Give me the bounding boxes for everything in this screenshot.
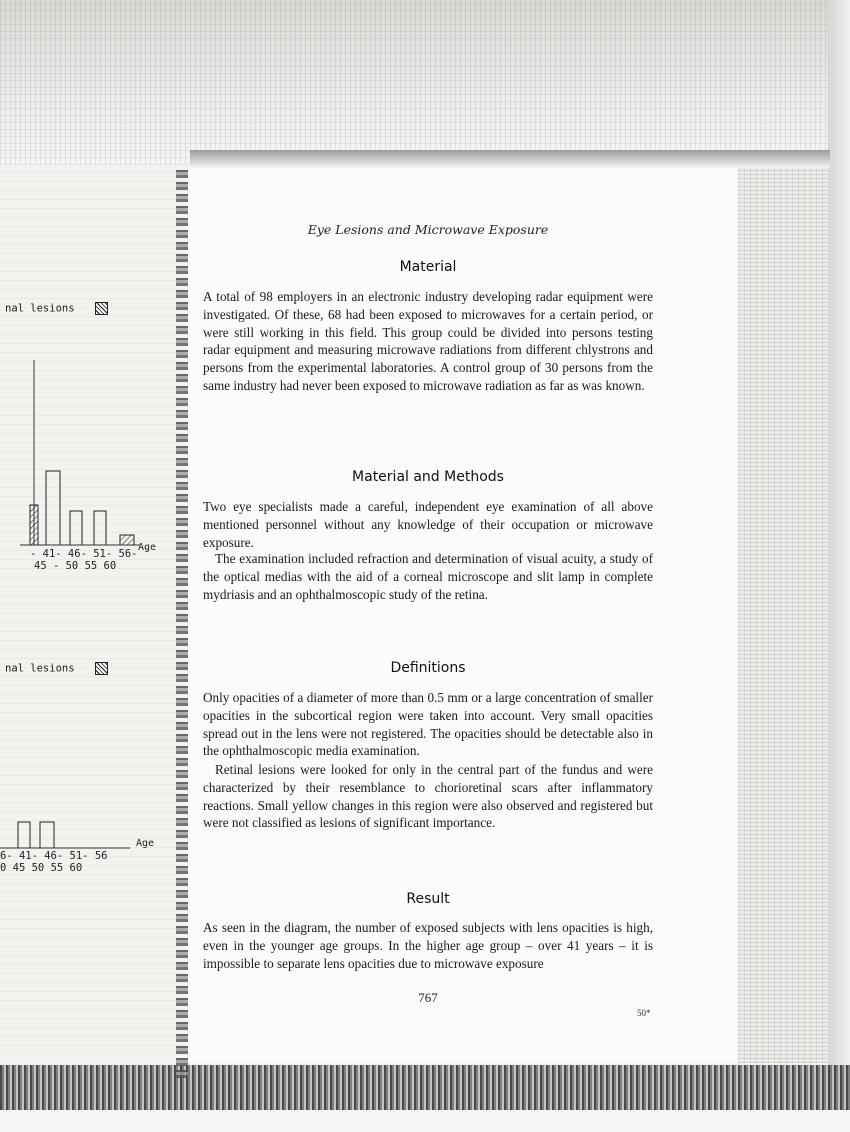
paragraph-definitions-1: Only opacities of a diameter of more than 0.5 mm or a large concentration of smaller opacities in the subcortical region were taken into account. Very small opacities spread out in the lens were not registered. The opacities should be detectable also in the ophthalmoscopic media examination. xyxy=(203,690,653,759)
paragraph-methods-1: Two eye specialists made a careful, independent eye examination of all above mentioned personnel without any knowledge of their occupation or microwave exposure. xyxy=(203,499,653,550)
bar xyxy=(30,505,38,545)
section-heading-material: Material xyxy=(399,259,457,275)
running-head: Eye Lesions and Microwave Exposure xyxy=(307,222,549,237)
paragraph-material: A total of 98 employers in an electronic industry developing radar equipment were investigated. Of these, 68 had been exposed to microwaves for a certain period, or were still working in this field. This group could be divided into persons testing radar equipment and measuring microwave radiations from different chlystrons and persons from the experimental laboratories. A control group of 30 persons from the same industry had never been exposed to microwave radiation as far as was known. xyxy=(203,289,653,393)
bar xyxy=(94,511,106,545)
paragraph-definitions-2: Retinal lesions were looked for only in the central part of the fundus and were characterized by their resemblance to chorioretinal scars after inflammatory reactions. Small yellow changes in this region were also observed and registered but were not classified as lesions of significant importance. xyxy=(203,762,653,831)
legend-fragment-top xyxy=(5,302,108,315)
paragraph-result: As seen in the diagram, the number of exposed subjects with lens opacities is high, even in the younger age groups. In the higher age group – over 41 years – it is impossible to separate lens opacities due to microwave exposure xyxy=(203,920,653,971)
paragraph-methods-2: The examination included refraction and determination of visual acuity, a study of the optical medias with the aid of a corneal microscope and slit lamp in complete mydriasis and an ophthalmoscopic study of the retina. xyxy=(203,551,653,602)
section-heading-result: Result xyxy=(406,891,450,907)
section-heading-definitions: Definitions xyxy=(390,660,466,676)
axis-ticks: 0 45 50 55 60 xyxy=(0,862,83,874)
bar xyxy=(18,822,30,848)
legend-fragment-bottom xyxy=(5,662,108,675)
page-mark: 50* xyxy=(637,1008,651,1018)
axis-label: Age xyxy=(138,542,157,553)
axis-label: Age xyxy=(136,838,155,849)
legend-label: nal lesions xyxy=(5,302,75,315)
scan-right-edge xyxy=(738,168,830,1063)
section-heading-methods: Material and Methods xyxy=(352,469,504,485)
scan-bottom-edge xyxy=(0,1110,850,1132)
bar xyxy=(70,511,82,545)
bar xyxy=(120,535,134,545)
scan-right-border xyxy=(828,0,850,1132)
scan-left-gutter xyxy=(0,165,185,1055)
legend-label: nal lesions xyxy=(5,662,75,675)
hatched-swatch-icon xyxy=(95,302,108,315)
axis-ticks: 45 - 50 55 60 xyxy=(34,560,117,572)
scan-binding-shadow xyxy=(176,168,188,1078)
page-number: 767 xyxy=(418,990,438,1005)
hatched-swatch-icon xyxy=(95,662,108,675)
scan-page-shadow xyxy=(190,150,830,168)
bar xyxy=(40,822,54,848)
axis-ticks: 6- 41- 46- 51- 56 xyxy=(0,850,108,862)
bar xyxy=(46,471,60,545)
bar-chart-fragment-top xyxy=(0,355,160,555)
axis-ticks: - 41- 46- 51- 56- xyxy=(30,548,138,560)
scan-top-margin xyxy=(0,0,850,165)
document-page xyxy=(188,168,738,1063)
